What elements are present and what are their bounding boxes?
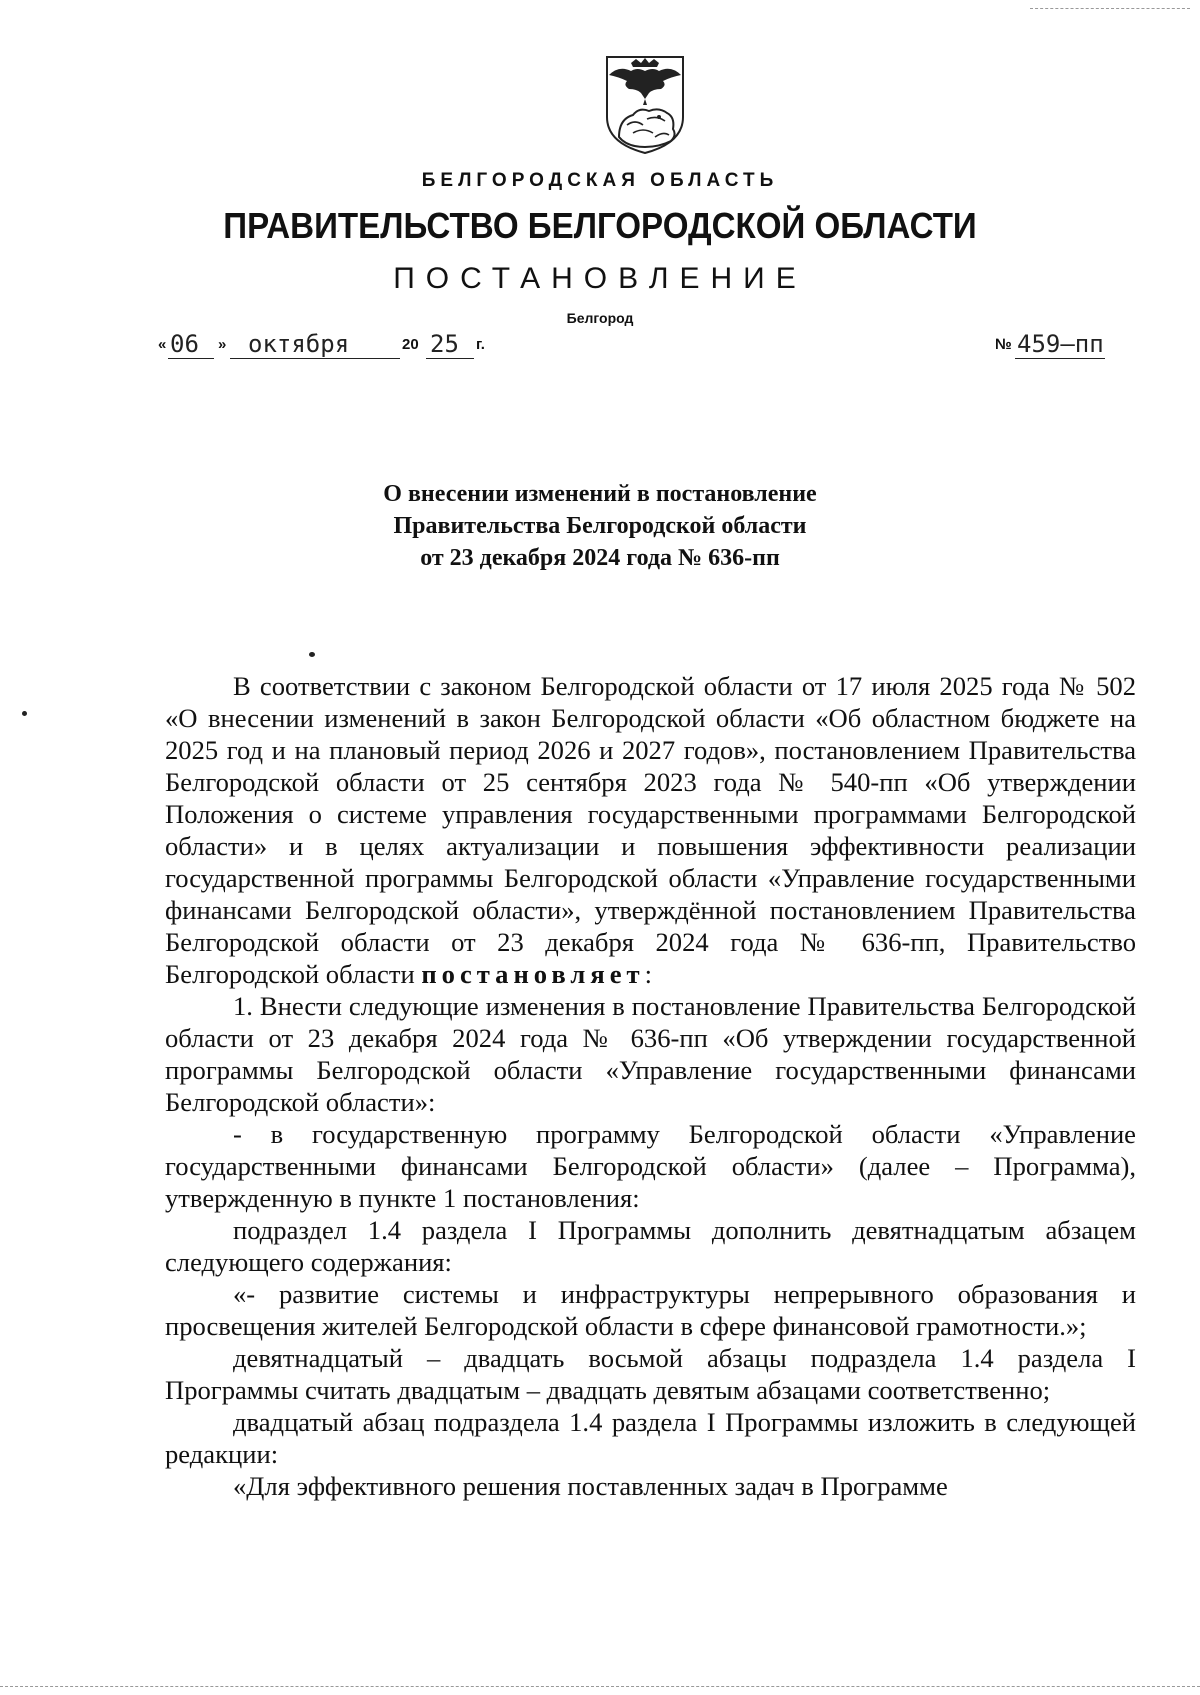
body-paragraph-4: «- развитие системы и инфраструктуры непрерывного образования и просвещения жителей Белгородской области в сфере финансовой грамотности.»; xyxy=(165,1279,1136,1341)
scan-edge-top xyxy=(1030,8,1190,9)
date-year: 25 xyxy=(430,330,459,358)
body-paragraph-2: - в государственную программу Белгородской области «Управление государственными финансами Белгородской области» (далее – Программа), утвержденную в пункте 1 постановления: xyxy=(165,1119,1136,1213)
scan-speck xyxy=(22,711,27,716)
body-preamble xyxy=(165,670,1136,990)
document-body xyxy=(165,670,1136,1502)
title-line-2: Правительства Белгородской области xyxy=(393,513,807,539)
preamble-text: В соответствии с законом Белгородской области от 17 июля 2025 года № 502 «О внесении изменений в закон Белгородской области «Об областном бюджете на 2025 год и на плановый период 2026 и 2027 годов», постановлением Правительства Белгородской области от 25 сентября 2023 года № 540-пп «Об утверждении Положения о системе управления государственными программами Белгородской области» и в целях актуализации и повышения эффективности реализации государственной программы Белгородской области «Управление государственными финансами Белгородской области», утверждённой постановлением Правительства Белгородской области от 23 декабря 2024 года № 636-пп, Правительство Белгородской области xyxy=(165,671,1136,989)
region-name: БЕЛГОРОДСКАЯ ОБЛАСТЬ xyxy=(421,170,779,191)
decrees-word: постановляет xyxy=(421,959,645,989)
date-day: 06 xyxy=(170,330,199,358)
date-open-quote: « xyxy=(158,336,167,353)
decrees-colon: : xyxy=(644,959,653,989)
scan-edge-bottom xyxy=(0,1686,1200,1687)
body-paragraph-5: девятнадцатый – двадцать восьмой абзацы подраздела 1.4 раздела I Программы считать двадцатым – двадцать девятым абзацами соответственно; xyxy=(165,1343,1136,1405)
body-paragraph-7: «Для эффективного решения поставленных задач в Программе xyxy=(233,1471,948,1501)
date-month: октября xyxy=(248,330,350,358)
title-line-1: О внесении изменений в постановление xyxy=(383,481,817,507)
date-century: 20 xyxy=(402,336,419,353)
number-value: 459–пп xyxy=(1017,330,1104,358)
document-title xyxy=(0,478,1200,574)
city-name: Белгород xyxy=(566,310,634,326)
date-day-underline xyxy=(168,358,214,359)
date-close-quote: » xyxy=(218,336,227,353)
body-paragraph-6: двадцатый абзац подраздела 1.4 раздела I Программы изложить в следующей редакции: xyxy=(165,1407,1136,1469)
scan-speck xyxy=(309,652,315,657)
coat-of-arms-emblem xyxy=(603,55,687,155)
body-paragraph-3: подраздел 1.4 раздела I Программы дополнить девятнадцатым абзацем следующего содержания: xyxy=(165,1215,1136,1277)
government-name: ПРАВИТЕЛЬСТВО БЕЛГОРОДСКОЙ ОБЛАСТИ xyxy=(223,205,977,246)
body-paragraph-1: 1. Внести следующие изменения в постановление Правительства Белгородской области от 23 декабря 2024 года № 636-пп «Об утверждении государственной программы Белгородской области «Управление государственными финансами Белгородской области»: xyxy=(165,991,1136,1117)
date-month-underline xyxy=(230,358,400,359)
number-sign: № xyxy=(995,336,1012,353)
title-line-3: от 23 декабря 2024 года № 636-пп xyxy=(420,545,780,571)
date-year-underline xyxy=(426,358,474,359)
date-year-suffix: г. xyxy=(476,336,485,353)
document-type: ПОСТАНОВЛЕНИЕ xyxy=(393,262,807,295)
number-underline xyxy=(1015,358,1105,359)
